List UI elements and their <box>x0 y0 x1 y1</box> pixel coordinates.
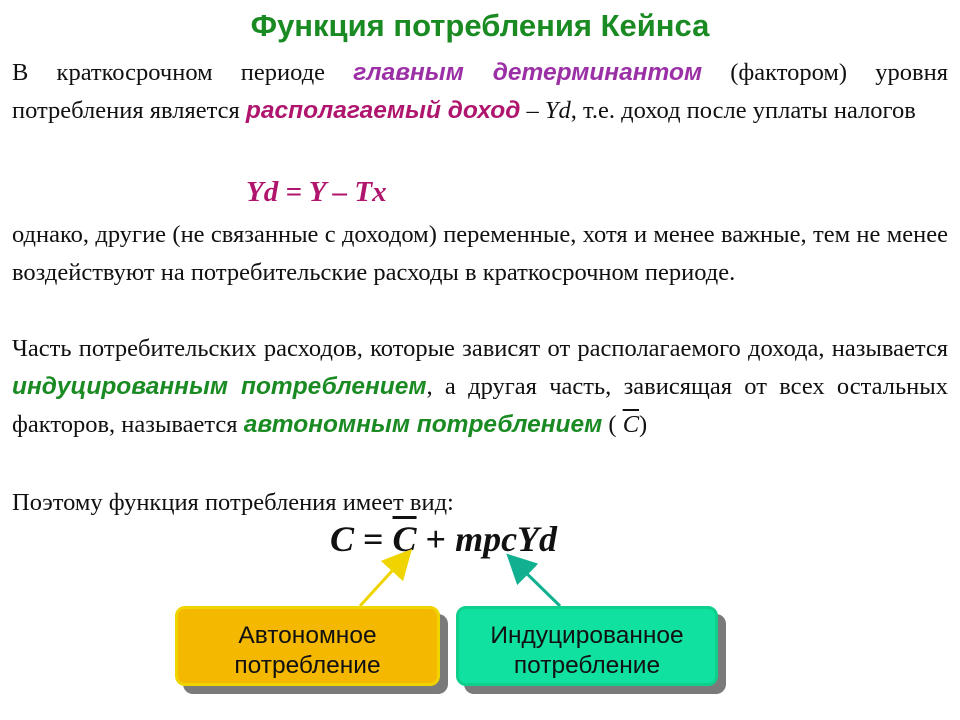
p1-text-4: , т.е. доход после уплаты налогов <box>570 97 916 124</box>
formula-c: C <box>330 519 355 559</box>
p3-text-3: ( <box>602 411 623 438</box>
p3-highlight-induced: индуцированным потреблением <box>12 373 427 400</box>
p3-text-1: Часть потребительских расходов, которые зависят от располагаемого дохода, называется <box>12 335 948 362</box>
p3-highlight-autonomous: автономным потреблением <box>243 411 603 438</box>
p1-text-2: (фактором) уровня потребления является <box>12 59 948 124</box>
box-autonomous-consumption: Автономное потребление <box>175 606 440 686</box>
paragraph-4: Поэтому функция потребления имеет вид: <box>12 489 454 516</box>
p1-highlight-disposable-income: располагаемый доход <box>245 97 521 124</box>
p1-text-3: – <box>520 97 545 124</box>
p1-yd: Yd <box>544 97 571 124</box>
box-induced-consumption: Индуцированное потребление <box>456 606 718 686</box>
p3-text-2: , а другая часть, зависящая от всех остальных факторов, называется <box>12 373 948 438</box>
formula-plus: + <box>416 519 456 559</box>
arrow-induced <box>517 564 560 606</box>
formula-c-bar: $\overline{C}$ <box>392 519 417 559</box>
arrow-autonomous <box>360 560 402 606</box>
page-title: Функция потребления Кейнса <box>250 8 710 43</box>
formula-disposable-income: Yd = Y – Tx <box>246 176 387 208</box>
formula-mpc-yd: mpcYd <box>455 519 558 559</box>
p1-text-1: В краткосрочном периоде <box>12 59 354 86</box>
paragraph-2: однако, другие (не связанные с доходом) переменные, хотя и менее важные, тем не менее воздействуют на потребительские расходы в краткосрочном периоде. <box>12 221 948 286</box>
p1-highlight-determinant: главным детерминантом <box>353 59 703 86</box>
p3-c-bar: $\overline{C}$ <box>622 411 640 438</box>
p3-text-4: ) <box>639 411 648 438</box>
formula-equals: = <box>354 519 393 559</box>
